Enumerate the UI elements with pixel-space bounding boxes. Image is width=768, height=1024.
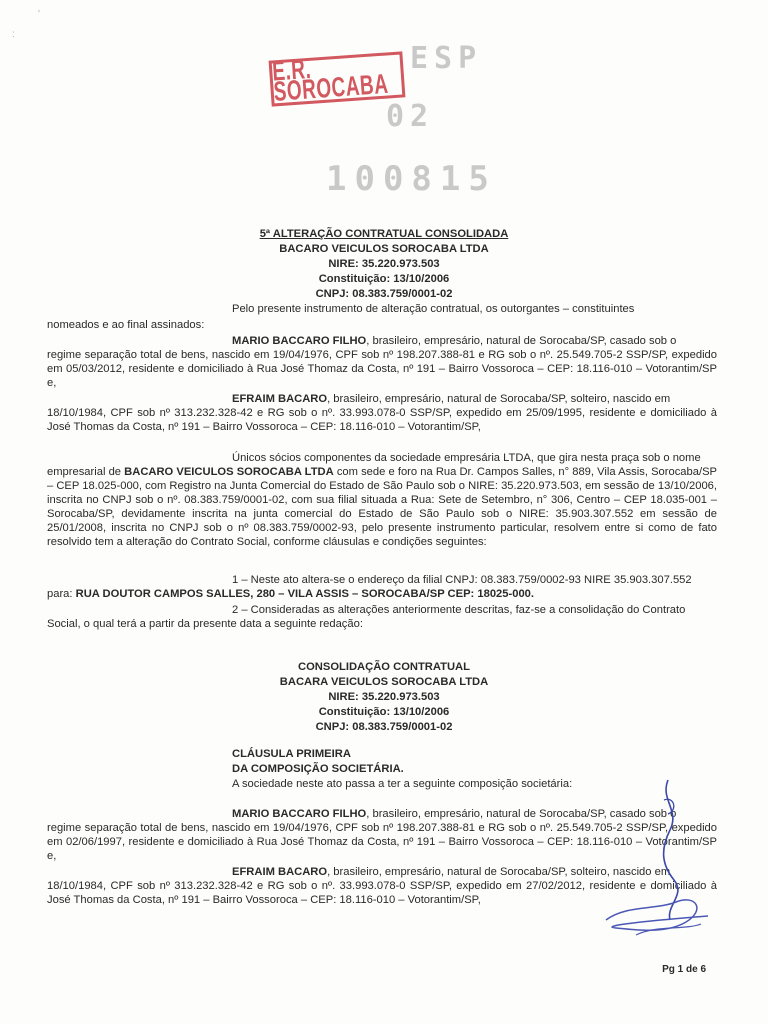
constitution-date: Constituição: 13/10/2006	[318, 273, 450, 285]
perforation-line-3: 100815	[326, 159, 497, 199]
partners-clause	[47, 451, 717, 549]
page-number: Pg 1 de 6	[662, 964, 706, 975]
item-2-text: 2 – Consideradas as alterações anteriormente descritas, faz-se a consolidação do Contrato	[232, 604, 686, 616]
intro-line-1: Pelo presente instrumento de alteração contratual, os outorgantes – constituintes	[232, 303, 635, 315]
partner-name: EFRAIM BACARO	[232, 393, 328, 405]
perforation-line-2: 02	[386, 99, 435, 134]
partner-text: , brasileiro, empresário, natural de Sorocaba/SP, solteiro, nascido em	[327, 393, 671, 405]
partner-paragraph	[47, 807, 717, 863]
partner-text: , brasileiro, empresário, natural de Sorocaba/SP, casado sob o	[366, 808, 677, 820]
registry-stamp	[269, 51, 406, 109]
clause-text: com sede e foro na Rua Dr. Campos Salles, n° 889, Vila Assis, Sorocaba/SP – CEP 18.025-000, com Registro na Junta Comercial do Estado de São Paulo sob o NIRE: 35.220.973.503, em sessão de 13/10/2006, inscrita no CNPJ sob o nº. 08.383.759/0001-02, com sua filial situada a Rua: Sete de Setembro, n° 306, Centro – CEP 18.035-001 – Sorocaba/SP, devidamente inscrita na junta comercial do Estado de São Paulo sob o NIRE: 35.903.307.552 em sessão de 25/01/2008, inscrita no CNPJ sob o nº 08.383.759/0002-93, pelo presente instrumento particular, resolvem entre si como de fato resolvido tem a alteração do Contrato Social, conforme cláusulas e condições seguintes:	[47, 466, 717, 548]
item-1	[47, 573, 717, 601]
partner-paragraph	[47, 334, 717, 390]
item-1-pre: para:	[47, 588, 76, 600]
consolidation-title: CONSOLIDAÇÃO CONTRATUAL	[298, 661, 470, 673]
partner-text: , brasileiro, empresário, natural de Sorocaba/SP, casado sob o	[366, 335, 677, 347]
partner-details: regime separação total de bens, nascido em 19/04/1976, CPF sob nº 198.207.388-81 e RG sob o nº. 25.549.705-2 SSP/SP, expedido em 05/03/2012, residente e domiciliado à Rua José Thomaz da Costa, nº 191 – Bairro Vossoroca – CEP: 18.116-010 – Votorantim/SP e,	[47, 349, 717, 389]
partner-text: , brasileiro, empresário, natural de Sorocaba/SP, solteiro, nascido em	[327, 866, 671, 878]
handwritten-signature	[596, 880, 716, 950]
company-name-inline: BACARO VEICULOS SOROCABA LTDA	[124, 466, 334, 478]
clause-heading: CLÁUSULA PRIMEIRA	[232, 748, 351, 760]
partner-name: MARIO BACCARO FILHO	[232, 808, 367, 820]
partner-name: MARIO BACCARO FILHO	[232, 335, 367, 347]
intro-line-2: nomeados e ao final assinados:	[47, 319, 205, 331]
item-2-line-2: Social, o qual terá a partir da presente data a seguinte redação:	[47, 618, 363, 630]
consolidation-cnpj: CNPJ: 08.383.759/0001-02	[315, 721, 453, 733]
item-2	[47, 603, 717, 631]
scan-mark: '	[38, 9, 40, 20]
nire: NIRE: 35.220.973.503	[328, 258, 440, 270]
perforation-line-1: ESP	[410, 41, 483, 76]
cnpj: CNPJ: 08.383.759/0001-02	[315, 288, 453, 300]
partner-details: 18/10/1984, CPF sob nº 313.232.328-42 e RG sob o nº. 33.993.078-0 SSP/SP, expedido em 25/09/1995, residente e domiciliado à José Thomas da Costa, nº 191 – Bairro Vossoroca – CEP: 18.116-010 – Votorantim/SP,	[47, 407, 717, 433]
partner-name: EFRAIM BACARO	[232, 866, 328, 878]
consolidation-constitution: Constituição: 13/10/2006	[318, 706, 450, 718]
stamp-text: E.R. SOROCABA	[271, 54, 390, 109]
consolidation-nire: NIRE: 35.220.973.503	[328, 691, 440, 703]
item-1-text: 1 – Neste ato altera-se o endereço da filial CNPJ: 08.383.759/0002-93 NIRE 35.903.307.552	[232, 574, 692, 586]
new-address: RUA DOUTOR CAMPOS SALLES, 280 – VILA ASSIS – SOROCABA/SP CEP: 18025-000.	[75, 588, 535, 600]
partner-details: 18/10/1984, CPF sob nº 313.232.328-42 e RG sob o nº. 33.993.078-0 SSP/SP, expedido em 27/02/2012, residente e domiciliado à José Thomas da Costa, nº 191 – Bairro Vossoroca – CEP: 18.116-010 – Votorantim/SP,	[47, 880, 717, 906]
clause-text: empresarial de	[47, 466, 125, 478]
company-name: BACARO VEICULOS SOROCABA LTDA	[279, 243, 489, 255]
partner-details: regime separação total de bens, nascido em 19/04/1976, CPF sob nº 198.207.388-81 e RG sob o nº. 25.549.705-2 SSP/SP, expedido em 02/06/1997, residente e domiciliado à Rua José Thomaz da Costa, nº 191 – Bairro Vossoroca – CEP: 18.116-010 – Votorantim/SP e,	[47, 822, 717, 862]
partner-paragraph	[47, 392, 717, 434]
document-title: 5ª ALTERAÇÃO CONTRATUAL CONSOLIDADA	[259, 228, 509, 240]
clause-intro: A sociedade neste ato passa a ter a seguinte composição societária:	[232, 778, 573, 790]
scan-mark: :	[12, 29, 15, 40]
clause-first-line: Únicos sócios componentes da sociedade empresária LTDA, que gira nesta praça sob o nome	[232, 452, 701, 464]
clause-subheading: DA COMPOSIÇÃO SOCIETÁRIA.	[232, 763, 404, 775]
consolidation-company: BACARA VEICULOS SOROCABA LTDA	[279, 676, 489, 688]
